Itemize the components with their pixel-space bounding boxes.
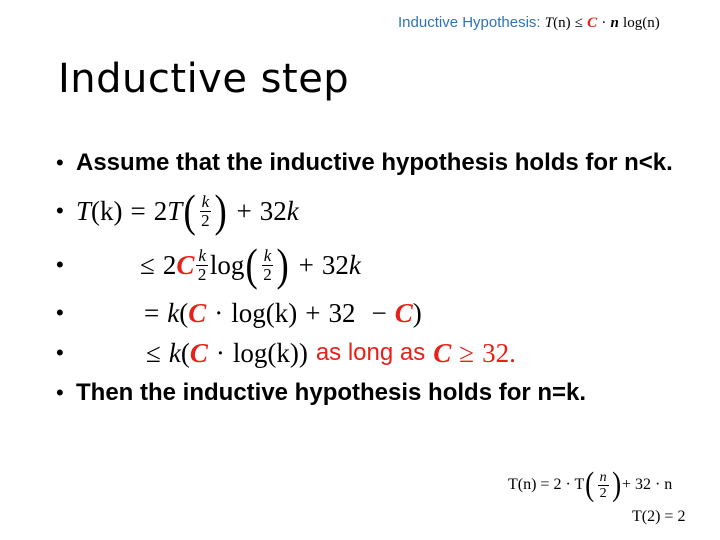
math-close: ) [298,337,308,368]
bullet-dot: • [56,380,64,405]
math-T: T [76,195,92,226]
bullet-dot: • [56,150,64,175]
hyp-n1: (n) [553,15,571,31]
math-recurrence-k [76,185,299,236]
math-const: 32 [259,195,287,226]
frac-den: 2 [197,264,207,284]
math-T2: T [167,195,183,226]
math-close: ) [412,297,422,328]
bullet-dot: • [56,252,64,277]
recurrence-base-case: T(2) = 2 [632,508,686,525]
math-two: 2 [153,195,168,226]
math-k-arg: (k) [91,195,123,226]
hyp-n: n [610,15,619,31]
math-open: ( [180,337,190,368]
math-step-2 [144,298,422,329]
math-dot: · [215,337,225,368]
bullet-conclusion-text: Then the inductive hypothesis holds for n=k. [76,379,587,406]
bullet-assume-text: Assume that the inductive hypothesis holds for n<k. [76,149,673,176]
bullet-conclusion [56,370,586,416]
math-fraction [200,193,212,230]
frac-num: k [263,245,272,265]
math-minus: − [371,297,387,328]
math-dot: · [214,297,224,328]
frac-den: 2 [201,210,210,230]
math-C2: C [394,297,413,328]
recurrence-definition [508,468,672,502]
hyp-le: ≤ [574,15,583,31]
math-eq: = [130,195,146,226]
frac-num: k [201,191,210,211]
math-k: k [167,297,180,328]
hyp-C: C [587,15,598,31]
bullet-step-1 [56,239,361,290]
math-k: k [168,337,181,368]
hyp-n3: (n) [642,15,660,31]
math-paren-open: ( [245,239,259,290]
hypothesis-label: Inductive Hypothesis: [398,14,541,31]
math-le: ≤ [146,337,161,368]
condition-text: as long as [315,339,426,366]
rec-paren-open: ( [585,466,595,503]
rec-fraction [598,470,609,501]
math-plus: + [236,195,252,226]
rec-frac-den: 2 [599,485,607,501]
bullet-assume [56,140,673,186]
inductive-hypothesis-banner [398,14,660,32]
bullet-dot: • [56,198,64,223]
math-arg: (k) [265,297,298,328]
math-log: log [209,249,245,280]
math-C: C [188,297,207,328]
hyp-dot: · [601,15,607,31]
math-plus: + [298,249,314,280]
frac-den: 2 [263,264,272,284]
math-plus: + [305,297,321,328]
recurrence-rhs: + 32 · n [621,476,673,493]
math-C2: C [433,337,452,368]
hyp-T: T [544,15,554,31]
rec-paren-close: ) [611,466,621,503]
hyp-log: log [623,15,643,31]
frac-num: k [198,245,206,265]
math-step-1 [140,239,361,290]
math-open: ( [179,297,189,328]
math-eq: = [144,297,160,328]
recurrence-lhs: T(n) = 2 · T [508,476,585,493]
math-log: log [231,297,266,328]
slide-title: Inductive step [58,56,350,102]
bullet-dot: • [56,300,64,325]
math-k: k [286,195,299,226]
math-log: log [232,337,268,368]
bullet-recurrence-k [56,185,299,236]
math-const: 32 [482,337,510,368]
math-ge: ≥ [459,337,475,368]
bullet-dot: • [56,340,64,365]
math-paren-close: ) [276,239,290,290]
math-period: . [509,337,516,368]
math-le: ≤ [140,249,155,280]
math-k: k [348,249,361,280]
rec-frac-num: n [599,469,607,485]
math-const: 32 [328,297,356,328]
math-C: C [189,337,208,368]
math-fraction-2 [262,247,274,284]
math-const: 32 [321,249,349,280]
math-arg: (k) [267,337,299,368]
math-C: C [176,249,195,280]
math-two: 2 [162,249,177,280]
math-fraction-1 [196,247,208,284]
math-paren-open: ( [183,185,197,236]
math-step-3 [146,338,516,369]
math-paren-close: ) [214,185,227,236]
